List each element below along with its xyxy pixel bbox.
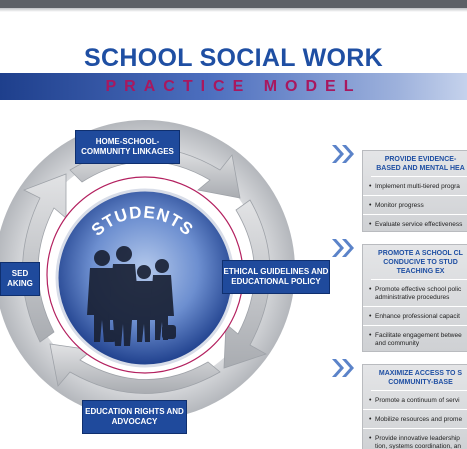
bullet-icon: •: [369, 183, 372, 190]
top-bar-shadow: [0, 8, 467, 12]
list-item-text: Facilitate engagement betwee and community: [375, 332, 462, 347]
bullet-icon: •: [369, 313, 372, 320]
list-item: [363, 307, 467, 326]
panel-maximize-access: [362, 364, 467, 449]
bullet-icon: •: [369, 286, 372, 293]
list-item: [363, 196, 467, 215]
panel-title: PROVIDE EVIDENCE-BASED AND MENTAL HEA: [376, 156, 465, 172]
bullet-icon: •: [369, 397, 372, 404]
box-home-school-community: [75, 130, 180, 164]
list-item-text: Monitor progress: [375, 202, 424, 209]
chevron-right-icon: [330, 143, 358, 165]
list-item: [363, 326, 467, 352]
list-item: [363, 177, 467, 196]
panel-evidence-based: [362, 150, 467, 232]
bullet-icon: •: [369, 416, 372, 423]
bullet-icon: •: [369, 221, 372, 228]
list-item-text: Provide innovative leadership tion, systems coordination, an: [375, 435, 461, 449]
list-item: [363, 391, 467, 410]
practice-model-diagram: [0, 110, 330, 449]
box-left-partial-line2: AKING: [7, 279, 33, 288]
box-ethical-guidelines-label: ETHICAL GUIDELINES AND EDUCATIONAL POLICY: [223, 267, 329, 286]
panel-school-climate: [362, 244, 467, 352]
bullet-icon: •: [369, 202, 372, 209]
page-title: SCHOOL SOCIAL WORK: [84, 44, 383, 72]
box-ethical-guidelines: [222, 260, 330, 294]
list-item-text: Evaluate service effectiveness: [375, 221, 463, 228]
list-item-text: Enhance professional capacit: [375, 313, 460, 320]
students-label: STUDENTS: [87, 202, 198, 240]
list-item: [363, 429, 467, 449]
box-home-school-community-label: HOME-SCHOOL-COMMUNITY LINKAGES: [81, 137, 174, 156]
bullet-icon: •: [369, 332, 372, 339]
chevron-right-icon: [330, 237, 358, 259]
bullet-icon: •: [369, 435, 372, 442]
list-item-text: Mobilize resources and prome: [375, 416, 463, 423]
panel-title: PROMOTE A SCHOOL CL CONDUCIVE TO STUD TEACHING EX: [378, 250, 463, 275]
list-item: [363, 215, 467, 233]
top-bar: [0, 0, 467, 8]
box-left-partial-line1: SED: [11, 269, 29, 278]
list-item-text: Promote a continuum of servi: [375, 397, 460, 404]
box-left-partial: [0, 262, 40, 296]
chevron-right-icon: [330, 357, 358, 379]
box-education-rights-label: EDUCATION RIGHTS AND ADVOCACY: [85, 407, 184, 426]
list-item-text: Promote effective school polic administrative procedures: [375, 286, 462, 301]
list-item-text: Implement multi-tiered progra: [375, 183, 460, 190]
list-item: [363, 410, 467, 429]
page-subtitle: PRACTICE MODEL: [105, 78, 362, 95]
list-item: [363, 280, 467, 307]
box-education-rights: [82, 400, 187, 434]
panel-title: MAXIMIZE ACCESS TO S COMMUNITY-BASE: [378, 370, 463, 386]
